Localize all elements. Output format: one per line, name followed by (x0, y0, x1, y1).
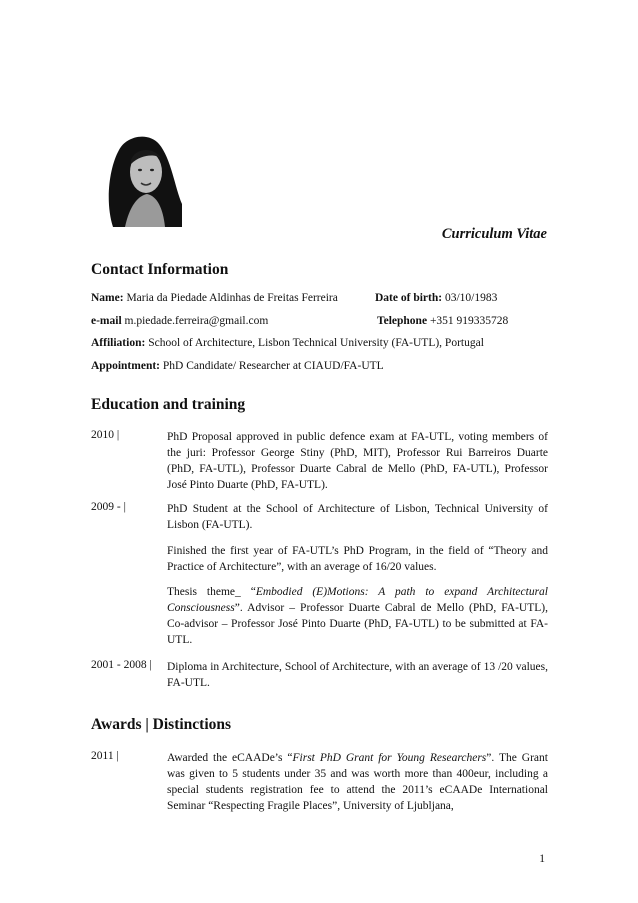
page-number: 1 (539, 853, 545, 865)
education-date-2: 2009 - | (91, 501, 126, 513)
education-date-1: 2010 | (91, 429, 120, 441)
affiliation-value: School of Architecture, Lisbon Technical University (FA-UTL), Portugal (145, 337, 484, 349)
phone-line (377, 315, 508, 327)
education-entry-2-detail: Finished the first year of FA-UTL’s PhD Program, in the field of “Theory and Practice of Architecture”, with an average of 16/20 values. (167, 545, 548, 573)
email-line (91, 315, 268, 327)
award-prefix: Awarded the eCAADe’s “ (167, 752, 293, 764)
name-value: Maria da Piedade Aldinhas de Freitas Ferreira (123, 292, 338, 304)
thesis-title: Embodied (E)Motions: A path to expand Architectural Consciousness (167, 586, 549, 614)
education-entry-2: PhD Student at the School of Architecture of Lisbon, Technical University of Lisbon (FA-UTL). (167, 503, 548, 531)
profile-photo (91, 130, 182, 227)
appointment-line (91, 360, 384, 372)
name-line (91, 292, 338, 304)
dob-value: 03/10/1983 (442, 292, 498, 304)
appointment-label: Appointment: (91, 360, 161, 372)
award-entry-1 (167, 750, 548, 814)
award-suffix: ”. The Grant was given to 5 students under 35 and was worth more than 400eur, including a special students registration fee to attend the 2011’s eCAADe International Seminar “Respecting Fragile Places”, University of Ljubljana, (167, 752, 548, 812)
contact-heading: Contact Information (91, 261, 229, 278)
education-entry-3: Diploma in Architecture, School of Architecture, with an average of 13 /20 values, FA-UTL. (167, 661, 548, 689)
award-date-1: 2011 | (91, 750, 119, 762)
education-entry-1: PhD Proposal approved in public defence exam at FA-UTL, voting members of the juri: Professor George Stiny (PhD, MIT), Professor Rui Barreiros Duarte (PhD, FA-UTL), Professor Duarte Cabral de Mello (PhD, FA-UTL), Professor José Pinto Duarte (PhD, FA-UTL). (167, 431, 548, 491)
phone-value: +351 919335728 (427, 315, 509, 327)
phone-label: Telephone (377, 315, 428, 327)
dob-line (375, 292, 497, 304)
awards-heading: Awards | Distinctions (91, 716, 232, 733)
dob-label: Date of birth: (375, 292, 443, 304)
affiliation-label: Affiliation: (91, 337, 146, 349)
thesis-suffix: ”. Advisor – Professor Duarte Cabral de Mello (PhD, FA-UTL), Co-advisor – Professor José Pinto Duarte (PhD, FA-UTL) to be submitted at FA-UTL. (167, 602, 548, 646)
affiliation-line (91, 337, 484, 349)
appointment-value: PhD Candidate/ Researcher at CIAUD/FA-UTL (160, 360, 384, 372)
email-value: m.piedade.ferreira@gmail.com (121, 315, 269, 327)
cv-title: Curriculum Vitae (441, 226, 547, 242)
education-heading: Education and training (91, 396, 246, 413)
thesis-prefix: Thesis theme_ “ (167, 586, 256, 598)
award-title: First PhD Grant for Young Researchers (292, 752, 487, 764)
education-date-3: 2001 - 2008 | (91, 659, 152, 671)
email-label: e-mail (91, 315, 122, 327)
education-entry-2-thesis (167, 584, 548, 648)
name-label: Name: (91, 292, 124, 304)
